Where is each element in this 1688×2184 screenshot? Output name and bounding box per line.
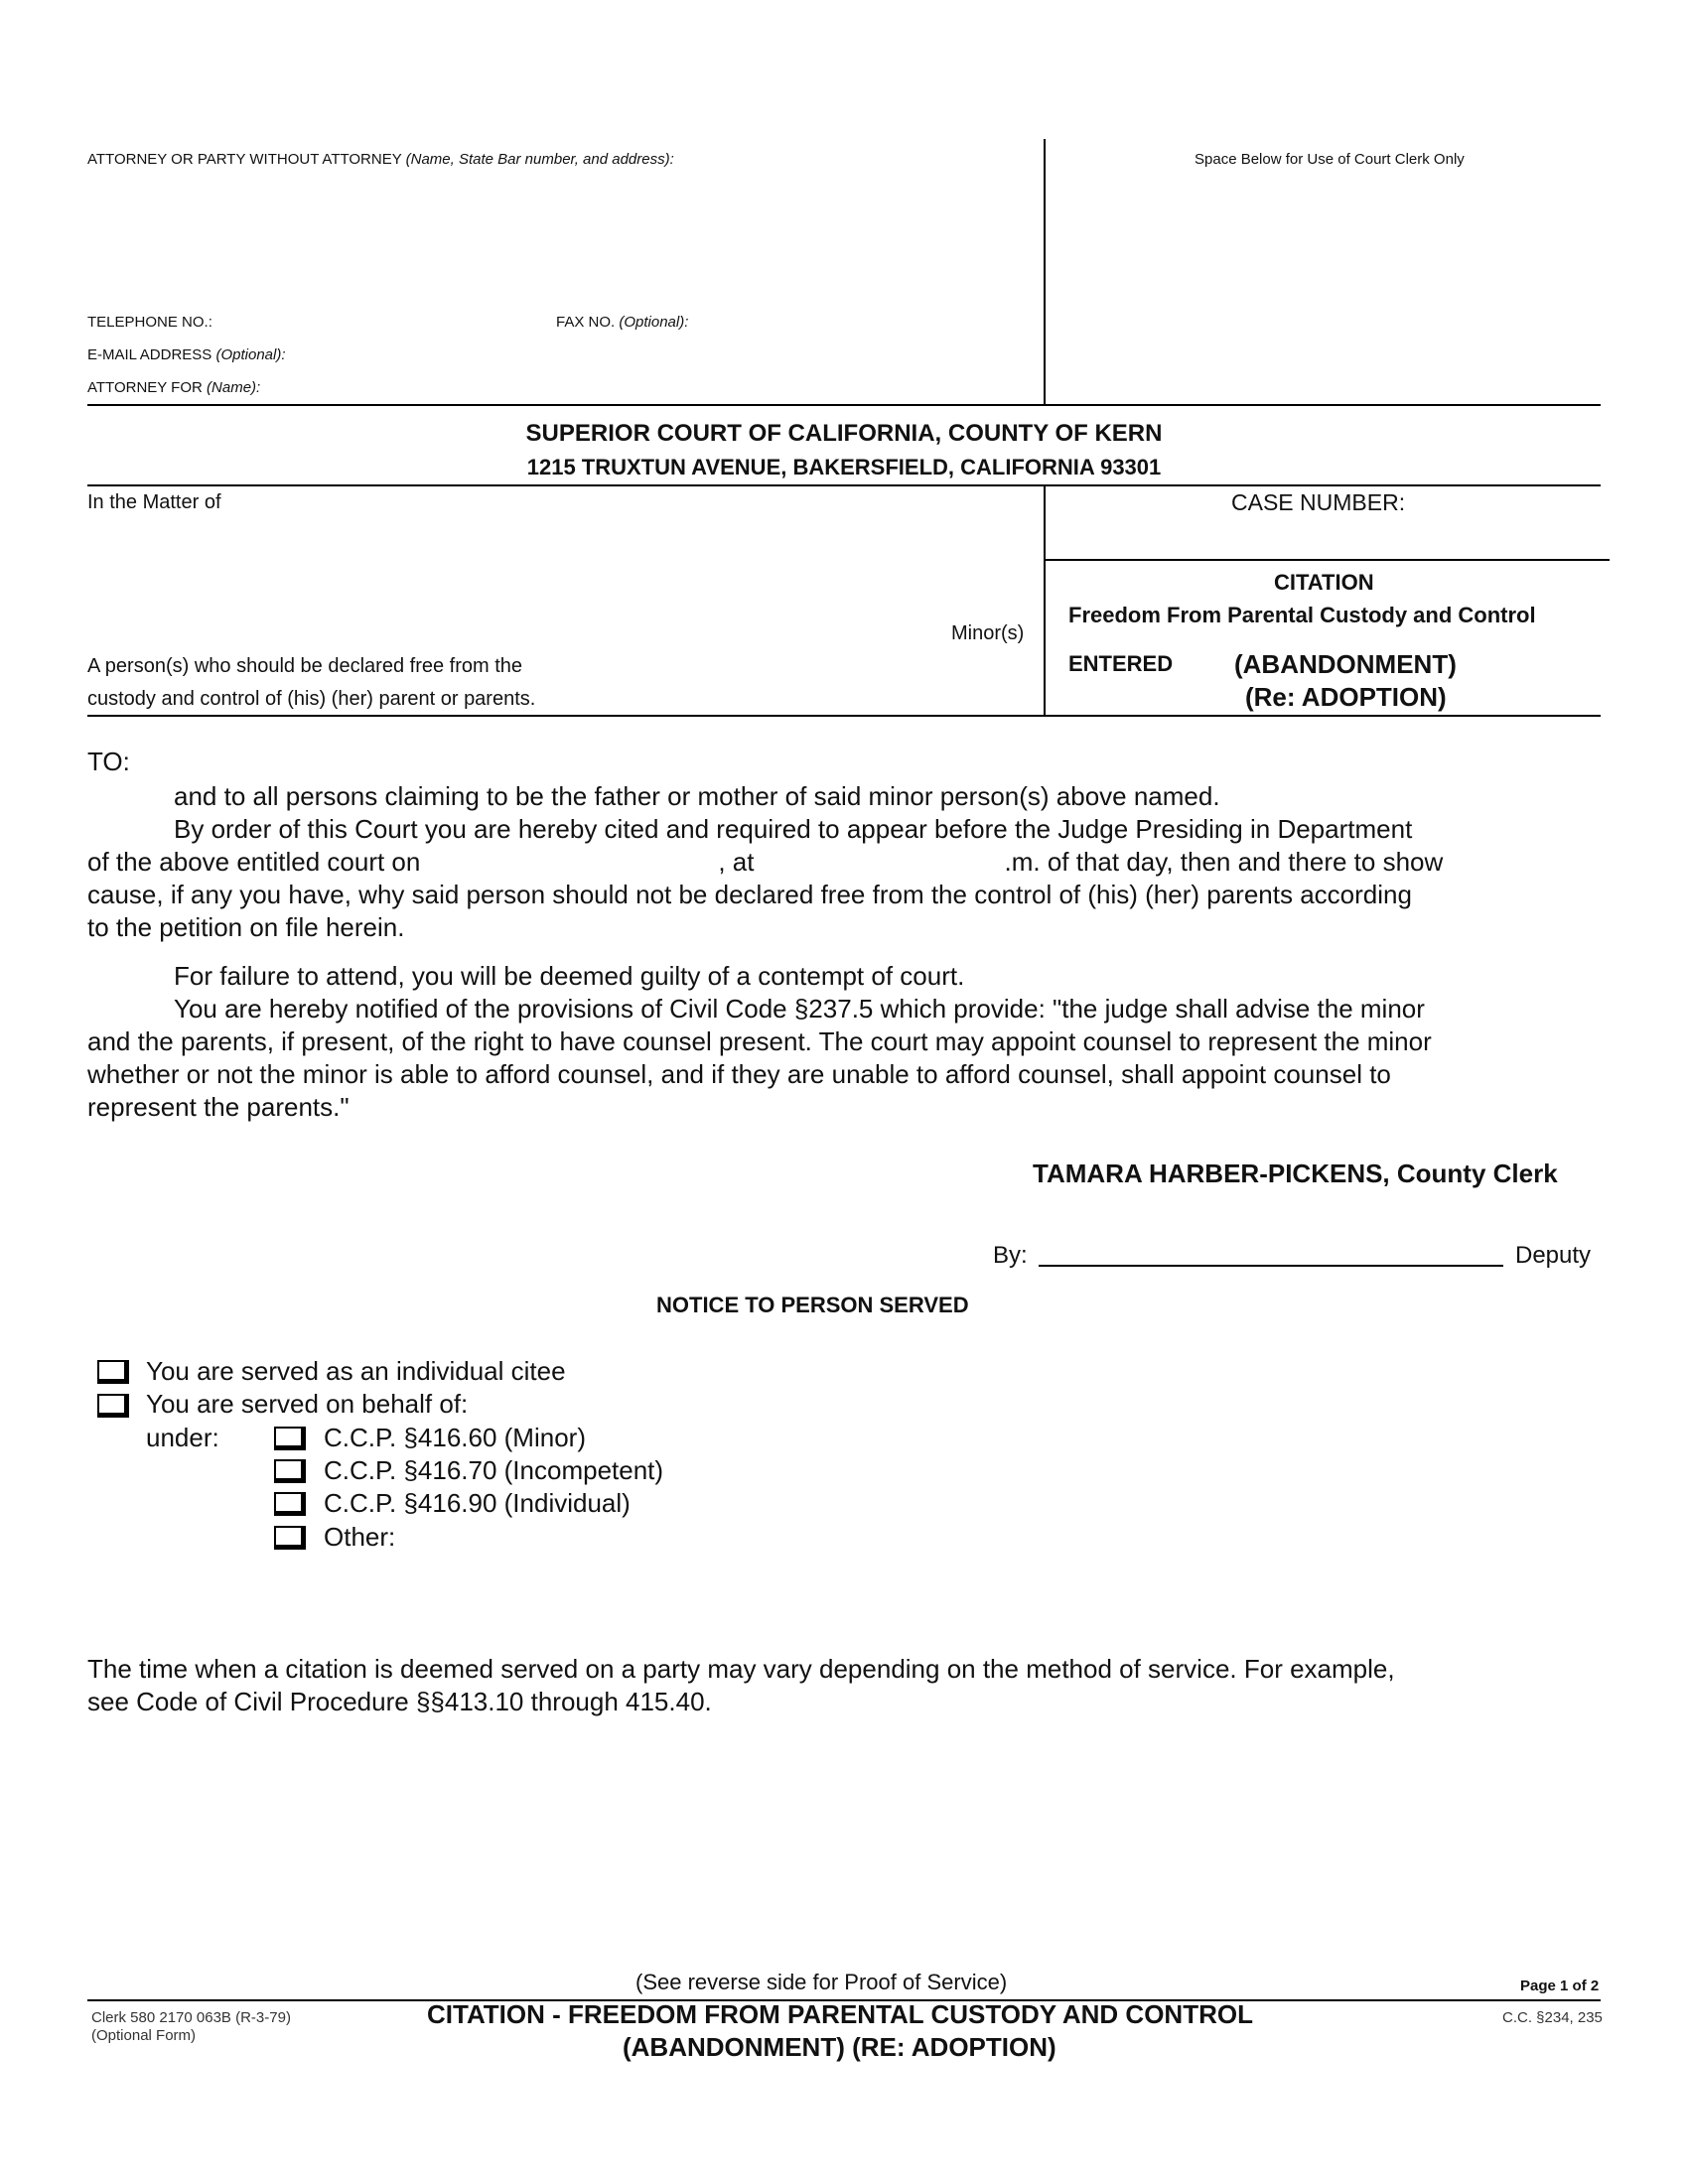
re-adoption-label: (Re: ADOPTION) (1245, 682, 1447, 712)
paragraph-order-line1: By order of this Court you are hereby cited and required to appear before the Judge Presiding in Department (174, 814, 1413, 844)
paragraph-civil-code-line3: whether or not the minor is able to afford counsel, and if they are unable to afford counsel, shall appoint counsel to (87, 1059, 1391, 1089)
ccp-incompetent-label: C.C.P. §416.70 (Incompetent) (324, 1455, 664, 1485)
code-reference: C.C. §234, 235 (1502, 2009, 1603, 2026)
paragraph-claimants: and to all persons claiming to be the father or mother of said minor person(s) above named. (174, 781, 1220, 811)
on-behalf-label: You are served on behalf of: (146, 1389, 469, 1419)
see-reverse-note: (See reverse side for Proof of Service) (635, 1970, 1008, 1994)
service-note-line2: see Code of Civil Procedure §§413.10 through 415.40. (87, 1687, 712, 1716)
attorney-label: ATTORNEY OR PARTY WITHOUT ATTORNEY (Name, State Bar number, and address): (87, 151, 674, 168)
under-label: under: (146, 1423, 219, 1452)
page-number: Page 1 of 2 (1520, 1978, 1600, 1994)
paragraph-civil-code-line1: You are hereby notified of the provisions of Civil Code §237.5 which provide: "the judge shall advise the minor (174, 994, 1425, 1024)
individual-citee-label: You are served as an individual citee (146, 1356, 566, 1386)
paragraph-order-line2: of the above entitled court on , at .m. of that day, then and there to show (87, 847, 1444, 877)
caption-divider (1044, 484, 1046, 715)
case-number-label: CASE NUMBER: (1231, 489, 1406, 515)
ccp-individual-checkbox[interactable] (274, 1492, 306, 1516)
paragraph-order-line4: to the petition on file herein. (87, 912, 405, 942)
deputy-signature-line[interactable] (1039, 1265, 1503, 1267)
attorney-for-label: ATTORNEY FOR (Name): (87, 379, 261, 396)
fax-label: FAX NO. (Optional): (556, 314, 689, 331)
ccp-minor-checkbox[interactable] (274, 1427, 306, 1450)
deputy-label: Deputy (1515, 1242, 1592, 1269)
form-number: Clerk 580 2170 063B (R-3-79) (91, 2009, 291, 2026)
header-divider (1044, 139, 1046, 405)
footer-title-line1: CITATION - FREEDOM FROM PARENTAL CUSTODY AND CONTROL (427, 1999, 1253, 2029)
on-behalf-checkbox[interactable] (97, 1394, 129, 1418)
to-label: TO: (87, 747, 130, 776)
declaration-line1: A person(s) who should be declared free from the (87, 655, 523, 677)
ccp-minor-label: C.C.P. §416.60 (Minor) (324, 1423, 586, 1452)
matter-label: In the Matter of (87, 491, 221, 513)
paragraph-order-line3: cause, if any you have, why said person should not be declared free from the control of (his) (her) parents according (87, 880, 1412, 909)
citation-subtitle: Freedom From Parental Custody and Control (1068, 603, 1536, 627)
email-label: E-MAIL ADDRESS (Optional): (87, 346, 286, 363)
court-address: 1215 TRUXTUN AVENUE, BAKERSFIELD, CALIFORNIA 93301 (526, 455, 1162, 479)
caption-rule (87, 715, 1601, 717)
ccp-incompetent-checkbox[interactable] (274, 1459, 306, 1483)
court-rule (87, 484, 1601, 486)
ccp-individual-label: C.C.P. §416.90 (Individual) (324, 1488, 631, 1518)
optional-form-label: (Optional Form) (91, 2027, 197, 2044)
paragraph-contempt: For failure to attend, you will be deemed guilty of a contempt of court. (174, 961, 965, 991)
header-rule (87, 404, 1601, 406)
service-note-line1: The time when a citation is deemed served on a party may vary depending on the method of service. For example, (87, 1654, 1395, 1684)
case-number-rule (1044, 559, 1610, 561)
court-name: SUPERIOR COURT OF CALIFORNIA, COUNTY OF KERN (525, 420, 1163, 447)
other-label: Other: (324, 1522, 396, 1552)
declaration-line2: custody and control of (his) (her) parent or parents. (87, 688, 536, 710)
county-clerk-name: TAMARA HARBER-PICKENS, County Clerk (1033, 1159, 1558, 1188)
clerk-space-label: Space Below for Use of Court Clerk Only (1195, 151, 1465, 168)
telephone-label: TELEPHONE NO.: (87, 314, 212, 331)
citation-title: CITATION (1274, 570, 1374, 595)
minors-label: Minor(s) (951, 622, 1025, 644)
paragraph-civil-code-line4: represent the parents." (87, 1092, 350, 1122)
by-label: By: (993, 1242, 1028, 1269)
individual-citee-checkbox[interactable] (97, 1360, 129, 1384)
notice-title: NOTICE TO PERSON SERVED (656, 1293, 969, 1317)
entered-label: ENTERED (1068, 651, 1174, 676)
paragraph-civil-code-line2: and the parents, if present, of the right to have counsel present. The court may appoint counsel to represent the minor (87, 1026, 1432, 1056)
other-checkbox[interactable] (274, 1526, 306, 1550)
abandonment-label: (ABANDONMENT) (1234, 649, 1457, 679)
footer-title-line2: (ABANDONMENT) (RE: ADOPTION) (623, 2032, 1056, 2062)
